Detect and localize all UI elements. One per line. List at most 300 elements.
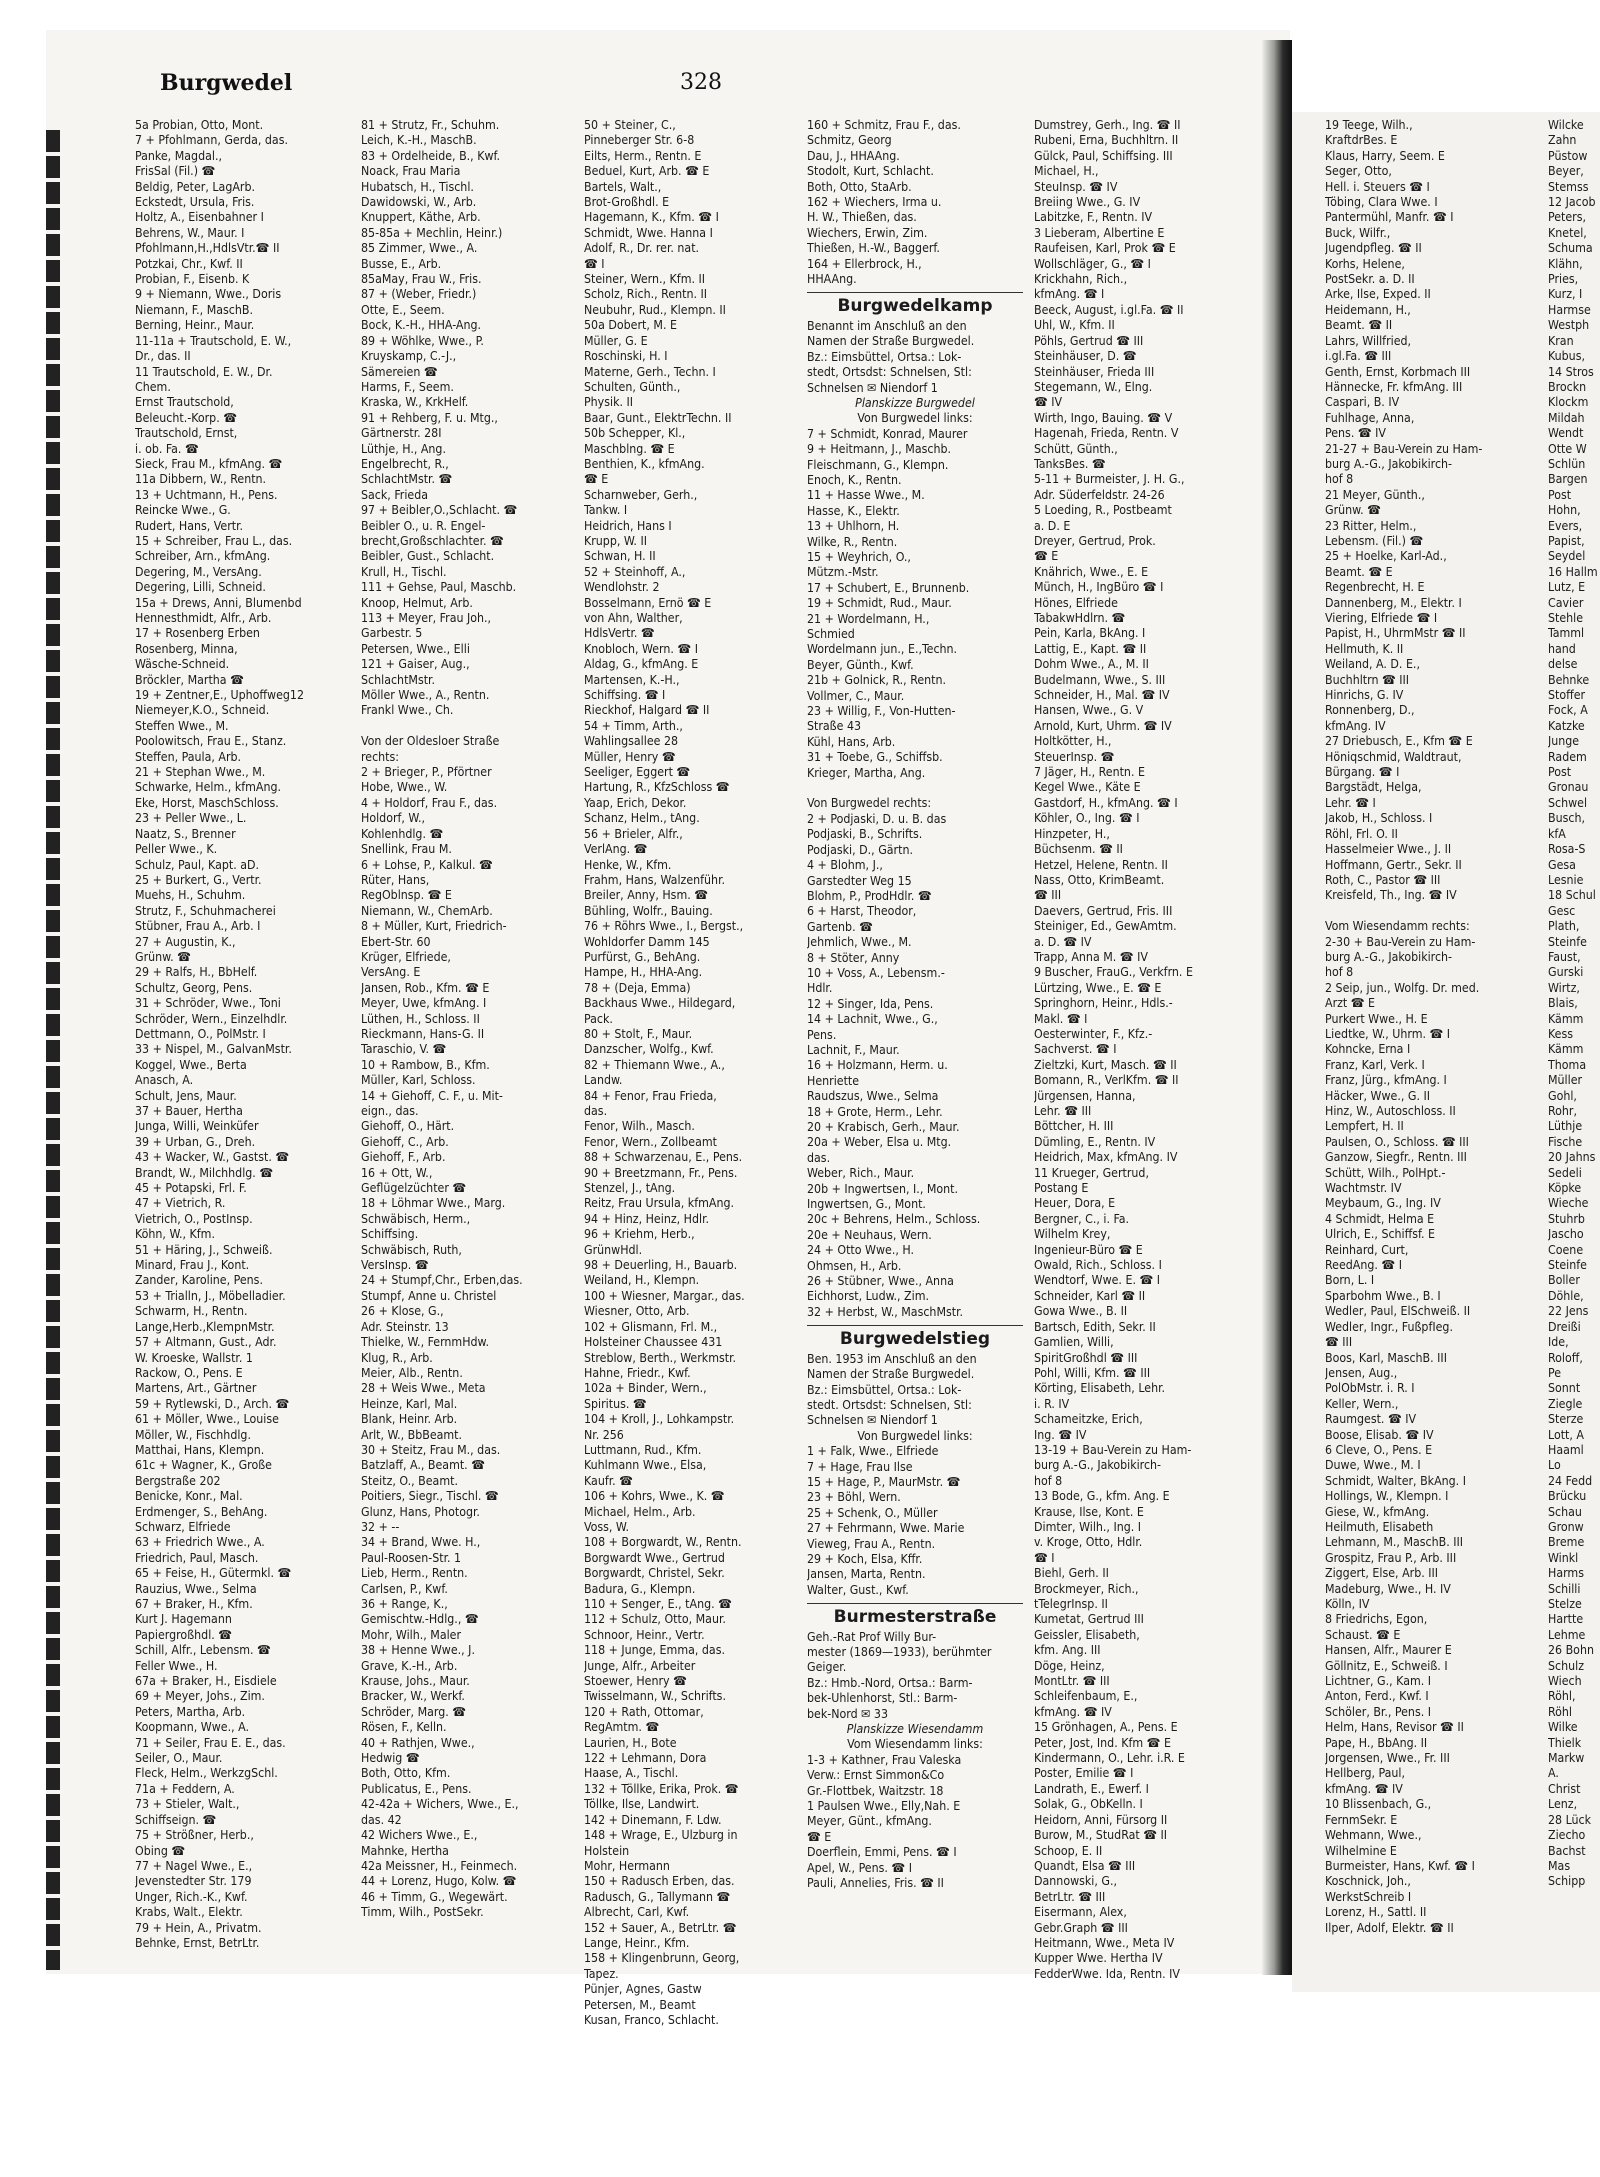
directory-entry: Mas — [1548, 1858, 1571, 1873]
directory-entry: 67 + Braker, H., Kfm. — [135, 1597, 253, 1611]
directory-entry: Rohr, — [1548, 1104, 1577, 1118]
directory-entry: Lüthje — [1548, 1119, 1583, 1134]
directory-entry: Blank, Heinr. Arb. — [361, 1412, 458, 1427]
directory-entry: 85aMay, Frau W., Fris. — [361, 272, 482, 287]
directory-entry: Pantermühl, Manfr. ☎ I — [1325, 210, 1454, 225]
directory-entry: 27 + Augustin, K., — [135, 934, 236, 949]
directory-entry: 20e + Neuhaus, Wern. — [807, 1227, 932, 1242]
directory-entry: 2 Seip, jun., Wolfg. Dr. med. — [1325, 980, 1480, 995]
directory-entry: 150 + Radusch Erben, das. — [584, 1874, 735, 1889]
directory-entry: Giehoff, F., Arb. — [361, 1150, 446, 1165]
directory-entry: Frahm, Hans, Walzenführ. — [584, 872, 725, 887]
directory-entry: Fleck, Helm., WerkzgSchl. — [135, 1766, 278, 1781]
directory-entry: Kupper Wwe. Hertha IV — [1034, 1951, 1163, 1966]
directory-entry: Maschblng. ☎ E — [584, 441, 675, 456]
directory-entry: Adr. Süderfeldstr. 24-26 — [1034, 487, 1165, 502]
directory-entry: 42 Wichers Wwe., E., — [361, 1828, 478, 1843]
directory-entry: Döge, Heinz, — [1034, 1658, 1105, 1673]
directory-entry: Geh.-Rat Prof Willy Bur- — [807, 1629, 937, 1644]
directory-entry: Poster, Emilie ☎ I — [1034, 1766, 1134, 1781]
directory-entry: Friedrich, Paul, Masch. — [135, 1550, 259, 1565]
directory-entry: Beibler O., u. R. Engel- — [361, 518, 486, 533]
directory-entry: Krull, H., Tischl. — [361, 564, 447, 579]
directory-entry: Möller Wwe., A., Rentn. — [361, 688, 490, 703]
directory-entry — [1325, 904, 1545, 919]
directory-entry: Caspari, B. IV — [1325, 395, 1400, 410]
directory-entry: Matthai, Hans, Klempn. — [135, 1442, 265, 1457]
directory-entry: Fenor, Wilh., Masch. — [584, 1119, 695, 1134]
directory-entry: Jascho — [1548, 1227, 1584, 1242]
directory-entry: Sack, Frieda — [361, 487, 429, 502]
directory-entry: Wendt — [1548, 426, 1584, 441]
directory-entry: Stuhrb — [1548, 1211, 1585, 1226]
directory-entry: 50b Schepper, Kl., — [584, 426, 686, 441]
directory-entry: Dr., das. II — [135, 349, 191, 364]
directory-entry: Pfohlmann,H.,HdlsVtr.☎ II — [135, 241, 280, 256]
directory-entry: Kurt J. Hagemann — [135, 1612, 232, 1627]
directory-entry: Thoma — [1548, 1057, 1587, 1072]
section-heading: Burgwedelkamp — [807, 292, 1023, 314]
directory-entry: 16 + Ott, W., — [361, 1165, 433, 1180]
directory-entry: Brockn — [1548, 379, 1587, 394]
directory-entry: Luttmann, Rud., Kfm. — [584, 1442, 702, 1457]
directory-entry: Beyer, Günth., Kwf. — [807, 657, 914, 672]
directory-entry: 6 + Lohse, P., Kalkul. ☎ — [361, 857, 493, 872]
page-number: 328 — [680, 70, 722, 95]
running-head: Burgwedel — [160, 70, 293, 96]
directory-entry: Knoop, Helmut, Arb. — [361, 595, 473, 610]
directory-entry: Pünjer, Agnes, Gastw — [584, 1982, 702, 1997]
directory-entry: Pack. — [584, 1011, 613, 1026]
directory-entry: 2 + Podjaski, D. u. B. das — [807, 811, 947, 826]
directory-entry: Krieger, Martha, Ang. — [807, 765, 926, 780]
directory-entry: Pens. ☎ IV — [1325, 426, 1386, 441]
directory-entry: Mildah — [1548, 410, 1585, 425]
directory-entry: Albrecht, Carl, Kwf. — [584, 1905, 690, 1920]
directory-entry: HdlsVertr. ☎ — [584, 626, 655, 641]
directory-entry: 29 + Ralfs, H., BbHelf. — [135, 965, 258, 980]
directory-entry: 44 + Lorenz, Hugo, Kolw. ☎ — [361, 1874, 517, 1889]
directory-entry: 7 Jäger, H., Rentn. E — [1034, 765, 1145, 780]
facing-column-1 — [1325, 118, 1545, 1936]
directory-entry: FedderWwe. Ida, Rentn. IV — [1034, 1966, 1180, 1981]
directory-entry: Gärtnerstr. 28I — [361, 426, 442, 441]
directory-entry: Schau — [1548, 1504, 1582, 1519]
directory-entry: Dumstrey, Gerh., Ing. ☎ II — [1034, 118, 1181, 132]
directory-entry: Reitz, Frau Ursula, kfmAng. — [584, 1196, 734, 1211]
directory-entry: Schmied — [807, 627, 855, 641]
directory-entry: Niemann, F., MaschB. — [135, 302, 253, 317]
directory-entry: 5 Loeding, R., Postbeamt — [1034, 503, 1172, 518]
directory-entry: Röhl — [1548, 1704, 1572, 1719]
directory-entry: 8 Friedrichs, Egon, — [1325, 1612, 1428, 1627]
directory-entry: Poolowitsch, Frau E., Stanz. — [135, 734, 287, 749]
direction-label: Vom Wiesendamm links: — [847, 1737, 983, 1752]
directory-entry: 96 + Kriehm, Herb., — [584, 1227, 695, 1242]
directory-entry: Holsteiner Chaussee 431 — [584, 1335, 723, 1350]
directory-entry: 23 + Willig, F., Von-Hutten- — [807, 704, 956, 719]
directory-entry: 100 + Wiesner, Margar., das. — [584, 1288, 745, 1303]
directory-entry: Hollings, W., Klempn. I — [1325, 1489, 1449, 1504]
directory-entry: Dohm Wwe., A., M. II — [1034, 657, 1149, 672]
directory-entry: Daevers, Gertrud, Fris. III — [1034, 903, 1173, 918]
directory-entry: Petersen, Wwe., Elli — [361, 641, 470, 656]
directory-entry: Helm, Hans, Revisor ☎ II — [1325, 1720, 1464, 1735]
directory-entry: Kindermann, O., Lehr. i.R. E — [1034, 1751, 1185, 1766]
directory-entry: Publicatus, E., Pens. — [361, 1781, 472, 1796]
directory-entry: Physik. II — [584, 395, 634, 410]
direction-label: Von Burgwedel links: — [857, 1428, 973, 1443]
directory-entry: 6 + Harst, Theodor, — [807, 904, 917, 919]
directory-entry: Twisselmann, W., Schrifts. — [584, 1689, 726, 1704]
directory-entry: Schwarke, Helm., kfmAng. — [135, 780, 282, 795]
directory-entry: Glunz, Hans, Photogr. — [361, 1504, 480, 1519]
directory-entry: Degering, Lilli, Schneid. — [135, 580, 266, 595]
directory-entry: Schnoor, Heinr., Vertr. — [584, 1627, 705, 1642]
directory-entry: Lesnie — [1548, 872, 1584, 887]
directory-entry: Höniqschmid, Waldtraut, — [1325, 749, 1462, 764]
directory-entry: Lahrs, Willfried, — [1325, 333, 1412, 348]
directory-entry: Schwäbisch, Ruth, — [361, 1242, 462, 1257]
directory-entry: Raumgest. ☎ IV — [1325, 1412, 1417, 1427]
directory-entry: Kaufr. ☎ — [584, 1473, 633, 1488]
directory-entry: Hobe, Wwe., W. — [361, 780, 448, 795]
directory-entry: 19 + Zentner,E., Uphoffweg12 — [135, 688, 304, 703]
directory-entry: 15 + Schreiber, Frau L., das. — [135, 533, 293, 548]
directory-entry: 7 + Pfohlmann, Gerda, das. — [135, 133, 288, 148]
directory-entry: 10 Blissenbach, G., — [1325, 1797, 1432, 1812]
directory-entry: Boller — [1548, 1273, 1580, 1288]
directory-entry: Ulrich, E., Schiffsf. E — [1325, 1227, 1436, 1242]
directory-entry: Meyer, Günt., kfmAng. — [807, 1814, 932, 1829]
directory-entry: Bröckler, Martha ☎ — [135, 672, 244, 687]
directory-entry: 75 + Strößner, Herb., — [135, 1828, 254, 1843]
directory-entry: Steiner, Wern., Kfm. II — [584, 272, 706, 287]
directory-entry: Wollschläger, G., ☎ I — [1034, 256, 1151, 271]
directory-entry: Gohl, — [1548, 1088, 1577, 1103]
directory-entry: 106 + Kohrs, Wwe., K. ☎ — [584, 1489, 725, 1504]
directory-entry: Hennesthmidt, Alfr., Arb. — [135, 611, 272, 625]
directory-entry: Müller — [1548, 1073, 1583, 1088]
directory-entry: Rosa-S — [1548, 842, 1586, 857]
directory-entry: Gowa Wwe., B. II — [1034, 1304, 1128, 1319]
directory-entry: Schaust. ☎ E — [1325, 1627, 1401, 1642]
directory-entry: Beeck, August, i.gl.Fa. ☎ II — [1034, 302, 1184, 317]
directory-entry: Makl. ☎ I — [1034, 1011, 1088, 1026]
directory-entry: H. W., Thießen, das. — [807, 210, 917, 225]
directory-entry: Wedler, Ingr., FußpfIeg. — [1325, 1319, 1453, 1334]
directory-entry: Wendlohstr. 2 — [584, 580, 660, 595]
directory-entry: Hellmuth, K. II — [1325, 641, 1404, 656]
directory-entry: Papiergroßhdl. ☎ — [135, 1627, 233, 1642]
directory-entry: Hetzel, Helene, Rentn. II — [1034, 857, 1168, 872]
directory-entry: Heilmuth, Elisabeth — [1325, 1519, 1434, 1534]
directory-entry: ☎ I — [584, 256, 605, 271]
directory-entry: Hampe, H., HHA-Ang. — [584, 965, 703, 980]
directory-entry: A. — [1548, 1766, 1559, 1781]
directory-entry: 118 + Junge, Emma, das. — [584, 1643, 725, 1658]
directory-entry: Schreiber, Arn., kfmAng. — [135, 549, 271, 564]
column-1 — [135, 118, 351, 1951]
directory-entry: Oesterwinter, F., Kfz.- — [1034, 1026, 1153, 1041]
directory-entry: Anton, Ferd., Kwf. I — [1325, 1689, 1429, 1704]
directory-entry: 80 + Stolt, F., Maur. — [584, 1026, 693, 1041]
directory-entry: Wilke, R., Rentn. — [807, 534, 898, 549]
directory-entry: Harmse — [1548, 302, 1591, 317]
directory-entry: Dümling, E., Rentn. IV — [1034, 1134, 1156, 1149]
directory-entry: Lebensm. (Fil.) ☎ — [1325, 533, 1424, 548]
directory-entry: Owald, Rich., Schloss. I — [1034, 1258, 1162, 1273]
directory-entry: 1 Paulsen Wwe., Elly,Nah. E — [807, 1799, 961, 1814]
directory-entry: 31 + Toebe, G., Schiffsb. — [807, 750, 943, 765]
directory-entry: Hoffmann, Gertr., Sekr. II — [1325, 857, 1462, 872]
directory-entry: Roth, C., Pastor ☎ III — [1325, 872, 1441, 887]
directory-entry: Jansen, Rob., Kfm. ☎ E — [361, 980, 490, 995]
directory-entry: Ebert-Str. 60 — [361, 934, 431, 949]
directory-entry: Döhle, — [1548, 1288, 1584, 1303]
directory-entry: Steiniger, Ed., GewAmtm. — [1034, 919, 1177, 934]
directory-entry: Hagemann, K., Kfm. ☎ I — [584, 210, 719, 225]
directory-entry: 132 + Töllke, Erika, Prok. ☎ — [584, 1781, 739, 1796]
directory-entry: ☎ IV — [1034, 395, 1063, 410]
directory-entry: Gartenb. ☎ — [807, 919, 873, 934]
directory-entry: Landw. — [584, 1073, 623, 1088]
directory-entry: bek-Nord ✉ 33 — [807, 1706, 888, 1721]
directory-entry: Wilke — [1548, 1720, 1578, 1735]
directory-entry: Von der Oldesloer Straße — [361, 734, 500, 749]
directory-entry: 83 + Ordelheide, B., Kwf. — [361, 148, 501, 163]
directory-entry: Klaus, Harry, Seem. E — [1325, 148, 1445, 163]
directory-entry: Dannenberg, M., Elektr. I — [1325, 595, 1462, 610]
directory-entry: 63 + Friedrich Wwe., A. — [135, 1535, 265, 1550]
directory-entry: Beyer, — [1548, 164, 1584, 179]
directory-entry: Wahlingsallee 28 — [584, 734, 679, 749]
directory-entry: RegOblnsp. ☎ E — [361, 888, 452, 903]
directory-entry: Backhaus Wwe., Hildegard, — [584, 996, 736, 1011]
directory-entry: Wieche — [1548, 1196, 1589, 1211]
directory-entry: Lott, A — [1548, 1427, 1584, 1442]
directory-entry: Rubeni, Erna, Buchhltrn. II — [1034, 133, 1179, 148]
directory-entry: 2 + Brieger, P., Pförtner — [361, 765, 492, 780]
directory-entry: Gülck, Paul, Schiffsing. III — [1034, 148, 1173, 163]
directory-entry: 94 + Hinz, Heinz, Hdlr. — [584, 1211, 710, 1226]
directory-entry: 21-27 + Bau-Verein zu Ham- — [1325, 441, 1483, 456]
directory-entry: 20a + Weber, Elsa u. Mtg. — [807, 1135, 952, 1150]
directory-entry: Wehmann, Wwe., — [1325, 1828, 1422, 1843]
directory-entry: Müller, Henry ☎ — [584, 749, 676, 764]
directory-entry: 148 + Wrage, E., Ulzburg in — [584, 1828, 738, 1843]
directory-entry: Bergner, C., i. Fa. — [1034, 1211, 1130, 1226]
directory-entry: Obing ☎ — [135, 1843, 186, 1858]
directory-entry: Buchhltrn ☎ III — [1325, 672, 1410, 687]
directory-entry: Köhn, W., Kfm. — [135, 1227, 215, 1242]
directory-entry: Jakob, H., Schloss. I — [1325, 811, 1433, 826]
directory-entry: 43 + Wacker, W., Gastst. ☎ — [135, 1150, 290, 1165]
directory-entry: Ben. 1953 im Anschluß an den — [807, 1351, 977, 1366]
directory-entry: 65 + Feise, H., Gütermkl. ☎ — [135, 1566, 292, 1581]
directory-entry: GrünwHdl. — [584, 1242, 643, 1257]
directory-entry: Eichhorst, Ludw., Zim. — [807, 1289, 929, 1304]
directory-entry: 5a Probian, Otto, Mont. — [135, 118, 264, 132]
directory-entry: Püstow — [1548, 148, 1588, 163]
directory-entry: Labitzke, F., Rentn. IV — [1034, 210, 1153, 225]
directory-entry: Mützm.-Mstr. — [807, 565, 879, 580]
directory-entry: 110 + Senger, E., tAng. ☎ — [584, 1597, 732, 1611]
directory-entry: Erdmenger, S., BehAng. — [135, 1504, 268, 1519]
directory-entry: a. D. E — [1034, 518, 1071, 533]
directory-entry: Radem — [1548, 749, 1587, 764]
directory-entry: Hell. i. Steuers ☎ I — [1325, 179, 1430, 194]
directory-entry: 40 + Rathjen, Wwe., — [361, 1735, 475, 1750]
directory-entry: 82 + Thiemann Wwe., A., — [584, 1057, 725, 1072]
directory-entry: Buck, Wilfr., — [1325, 225, 1391, 240]
directory-entry: Arzt ☎ E — [1325, 996, 1376, 1011]
directory-entry: Stegemann, W., Elng. — [1034, 379, 1153, 394]
section-heading: Burmesterstraße — [807, 1603, 1023, 1625]
directory-entry: Schröder, Wern., Einzelhdlr. — [135, 1011, 288, 1026]
directory-entry: Böttcher, H. III — [1034, 1119, 1114, 1134]
directory-entry: Rauzius, Wwe., Selma — [135, 1581, 257, 1596]
directory-entry: TanksBes. ☎ — [1034, 456, 1106, 471]
directory-entry: Garbestr. 5 — [361, 626, 423, 641]
directory-entry: Grünw. ☎ — [135, 949, 191, 964]
directory-entry: Dreißi — [1548, 1319, 1581, 1334]
directory-entry: Krause, Johs., Maur. — [361, 1674, 470, 1689]
directory-entry: Köpke — [1548, 1181, 1582, 1196]
directory-entry: Kuhlmann Wwe., Elsa, — [584, 1458, 707, 1473]
directory-entry: Pries, — [1548, 272, 1579, 287]
directory-entry: 21 Meyer, Günth., — [1325, 487, 1425, 502]
directory-entry: i. R. IV — [1034, 1396, 1070, 1411]
directory-entry: Haaml — [1548, 1442, 1584, 1457]
directory-entry: Pöhls, Gertrud ☎ III — [1034, 333, 1144, 348]
directory-entry: Junga, Willi, Weinküfer — [135, 1119, 259, 1134]
directory-entry: Peters, — [1548, 210, 1587, 225]
directory-entry: 4 + Holdorf, Frau F., das. — [361, 795, 498, 810]
directory-entry: das. 42 — [361, 1812, 402, 1827]
directory-entry: Schmidt, Wwe. Hanna I — [584, 225, 713, 240]
directory-entry: Heidemann, H., — [1325, 302, 1411, 317]
directory-entry: Schoop, E. II — [1034, 1843, 1103, 1858]
column-2 — [361, 118, 577, 1921]
directory-entry: das. — [807, 1150, 831, 1165]
directory-entry: Vom Wiesendamm rechts: — [1325, 919, 1470, 934]
directory-entry: Vietrich, O., PostInsp. — [135, 1211, 253, 1226]
directory-entry: SteuerInsp. ☎ — [1034, 749, 1115, 764]
directory-entry: 91 + Rehberg, F. u. Mtg., — [361, 410, 498, 425]
directory-entry: Seiler, O., Maur. — [135, 1751, 223, 1766]
directory-entry: 26 Bohn — [1548, 1643, 1594, 1658]
directory-entry: Hagenah, Frieda, Rentn. V — [1034, 426, 1179, 441]
directory-entry: Adr. Steinstr. 13 — [361, 1319, 449, 1334]
directory-entry: Kurz, I — [1548, 287, 1583, 302]
directory-entry: Martensen, K.-H., — [584, 672, 680, 687]
directory-entry: Mohr, Hermann — [584, 1858, 670, 1873]
directory-entry: a. D. ☎ IV — [1034, 934, 1092, 949]
directory-entry: Haase, A., Tischl. — [584, 1766, 679, 1781]
directory-entry: Geiger. — [807, 1660, 847, 1675]
directory-entry: i.gl.Fa. ☎ III — [1325, 349, 1392, 364]
directory-entry: Radusch, G., Tallymann ☎ — [584, 1889, 731, 1904]
directory-entry: W. Kroeske, Wallstr. 1 — [135, 1350, 253, 1365]
directory-entry: Hinzpeter, H., — [1034, 826, 1110, 841]
directory-entry: Reincke Wwe., G. — [135, 503, 231, 518]
directory-entry: Leich, K.-H., MaschB. — [361, 133, 477, 148]
directory-entry: Wendtorf, Wwe. E. ☎ I — [1034, 1273, 1161, 1288]
directory-entry: Harms — [1548, 1566, 1584, 1581]
directory-entry: Schnelsen ✉ Niendorf 1 — [807, 380, 938, 395]
directory-entry: Purfürst, G., BehAng. — [584, 949, 701, 964]
directory-entry: Schütt, Wilh., PolHpt.- — [1325, 1165, 1446, 1180]
directory-entry: Jevenstedter Str. 179 — [135, 1874, 252, 1889]
directory-entry: Bomann, R., VerlKfm. ☎ II — [1034, 1073, 1179, 1088]
directory-entry: Beibler, Gust., Schlacht. — [361, 549, 495, 564]
directory-entry: Taraschio, V. ☎ — [361, 1042, 447, 1057]
directory-entry: 14 Stros — [1548, 364, 1594, 379]
directory-entry: 57 + Altmann, Gust., Adr. — [135, 1335, 277, 1350]
directory-entry: 23 Ritter, Helm., — [1325, 518, 1417, 533]
directory-entry: Stumpf, Anne u. Christel — [361, 1288, 497, 1303]
directory-entry: Häcker, Wwe., G. II — [1325, 1088, 1430, 1103]
directory-entry: Lattig, E., Kapt. ☎ II — [1034, 641, 1147, 656]
directory-entry: Anasch, A. — [135, 1073, 194, 1088]
directory-entry: Eke, Horst, MaschSchloss. — [135, 795, 279, 810]
directory-entry: Sedeli — [1548, 1165, 1582, 1180]
directory-entry: Stenzel, J., tAng. — [584, 1181, 676, 1196]
directory-entry: Holdorf, W., — [361, 811, 425, 826]
directory-entry: 27 Driebusch, E., Kfm ☎ E — [1325, 734, 1473, 749]
directory-entry: Junge, Alfr., Arbeiter — [584, 1658, 696, 1673]
directory-entry: Lüthen, H., Schloss. II — [361, 1011, 480, 1026]
directory-entry: 32 + -- — [361, 1519, 400, 1534]
directory-entry: Gronw — [1548, 1519, 1584, 1534]
directory-entry: Steinfe — [1548, 934, 1587, 949]
directory-entry: Schult, Jens, Maur. — [135, 1088, 237, 1103]
directory-entry: Walter, Gust., Kwf. — [807, 1582, 909, 1597]
directory-entry: Sachverst. ☎ I — [1034, 1042, 1117, 1057]
directory-entry: Korhs, Helene, — [1325, 256, 1405, 271]
directory-entry: Namen der Straße Burgwedel. — [807, 1367, 975, 1382]
directory-entry: Hubatsch, H., Tischl. — [361, 179, 474, 194]
directory-entry: Carlsen, P., Kwf. — [361, 1581, 448, 1596]
directory-entry: Zander, Karoline, Pens. — [135, 1273, 263, 1288]
directory-entry: Blais, — [1548, 996, 1578, 1011]
directory-entry: Jensen, Aug., — [1325, 1365, 1398, 1380]
directory-entry: Thielk — [1548, 1735, 1582, 1750]
directory-entry: Papist, — [1548, 533, 1585, 548]
directory-entry: Peller Wwe., K. — [135, 842, 218, 857]
directory-entry: Neubuhr, Rud., Klempn. II — [584, 302, 726, 317]
directory-entry: Schmitz, Georg — [807, 133, 892, 148]
directory-entry: Bock, K.-H., HHA-Ang. — [361, 318, 482, 333]
directory-entry: Pauli, Annelies, Fris. ☎ II — [807, 1876, 944, 1891]
directory-entry: 21b + Golnick, R., Rentn. — [807, 673, 947, 688]
directory-entry: Trapp, Anna M. ☎ IV — [1034, 949, 1148, 964]
directory-entry: Voss, W. — [584, 1519, 629, 1534]
directory-entry: Krüger, Elfriede, — [361, 949, 451, 964]
directory-entry: 21 + Stephan Wwe., M. — [135, 765, 266, 780]
directory-entry: Jehmlich, Wwe., M. — [807, 935, 912, 950]
directory-entry: Stelze — [1548, 1597, 1582, 1611]
directory-entry: Hedwig ☎ — [361, 1751, 420, 1766]
directory-entry: Beamt. ☎ II — [1325, 318, 1393, 333]
directory-entry: Muehs, H., Schuhm. — [135, 888, 246, 903]
page-header — [160, 70, 1250, 110]
directory-entry: Trautschold, Ernst, — [135, 426, 238, 441]
directory-entry: Chem. — [135, 379, 171, 394]
directory-entry: 15a + Drews, Anni, Blumenbd — [135, 595, 302, 610]
directory-entry: Gesc — [1548, 903, 1576, 918]
